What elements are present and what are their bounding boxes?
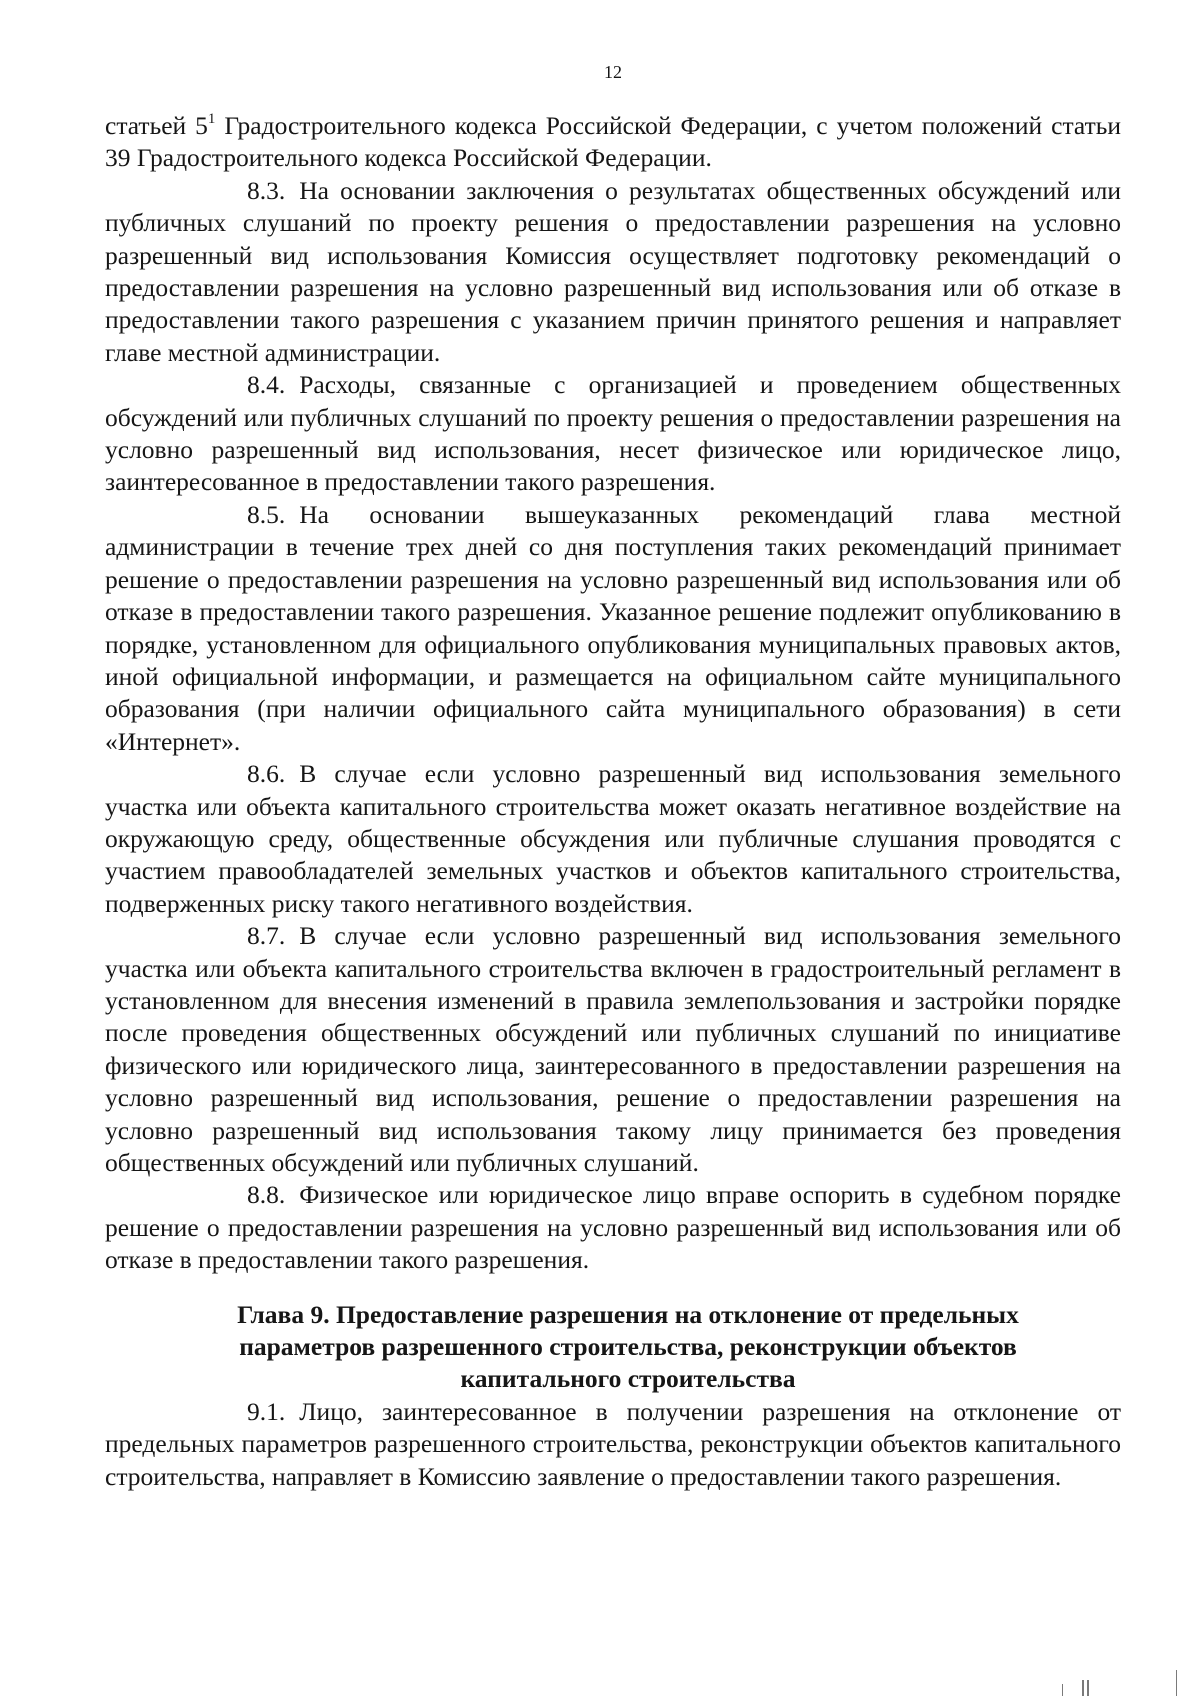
paragraph-number: 8.5. (247, 499, 286, 529)
scan-mark (1062, 1684, 1063, 1696)
paragraph-8-4 (105, 369, 1121, 499)
paragraph-8-5 (105, 499, 1121, 758)
chapter-heading: Глава 9. Предоставление разрешения на отклонение от предельных параметров разрешенного строительства, реконструкции объектов капитального строительства (237, 1299, 1019, 1394)
paragraph-number: 8.7. (247, 921, 286, 951)
paragraph-text: Расходы, связанные с организацией и проведением общественных обсуждений или публичных слушаний по проекту решения о предоставлении разрешения на условно разрешенный вид использования, несет физическое или юридическое лицо, заинтересованное в предоставлении такого разрешения. (105, 370, 1121, 497)
paragraph-text: На основании заключения о результатах общественных обсуждений или публичных слушаний по проекту решения о предоставлении разрешения на условно разрешенный вид использования Комиссия осуществляет подготовку рекомендаций о предоставлении разрешения на условно разрешенный вид использования или об отказе в предоставлении такого разрешения с указанием причин принятого решения и направляет главе местной администрации. (105, 175, 1121, 367)
scan-mark (1176, 1670, 1177, 1696)
footnote-superscript: 1 (207, 110, 216, 127)
paragraph-number: 8.4. (247, 370, 286, 400)
paragraph-text: На основании вышеуказанных рекомендаций глава местной администрации в течение трех дней со дня поступления таких рекомендаций принимает решение о предоставлении разрешения на условно разрешенный вид использования или об отказе в предоставлении такого разрешения. Указанное решение подлежит опубликованию в порядке, установленном для официального опубликования муниципальных правовых актов, иной официальной информации, и размещается на официальном сайте муниципального образования (при наличии официального сайта муниципального образования) в сети «Интернет». (105, 499, 1121, 756)
paragraph-8-8 (105, 1179, 1121, 1276)
scan-mark (1082, 1680, 1084, 1696)
paragraph-8-7 (105, 920, 1121, 1179)
intro-paragraph (105, 110, 1121, 175)
document-body (105, 110, 1121, 1493)
paragraph-8-3 (105, 175, 1121, 369)
paragraph-8-6 (105, 758, 1121, 920)
paragraph-text: В случае если условно разрешенный вид использования земельного участка или объекта капитального строительства включен в градостроительный регламент в установленном для внесения изменений в правила землепользования и застройки порядке после проведения общественных обсуждений или публичных слушаний по инициативе физического или юридического лица, заинтересованного в предоставлении разрешения на условно разрешенный вид использования, решение о предоставлении разрешения на условно разрешенный вид использования такому лицу принимается без проведения общественных обсуждений или публичных слушаний. (105, 921, 1121, 1177)
intro-text-end: Градостроительного кодекса Российской Федерации, с учетом положений статьи 39 Градостроительного кодекса Российской Федерации. (105, 111, 1121, 173)
paragraph-9-1 (105, 1396, 1121, 1493)
page-number: 12 (604, 62, 622, 82)
paragraph-number: 9.1. (247, 1396, 286, 1426)
paragraph-text: Лицо, заинтересованное в получении разрешения на отклонение от предельных параметров разрешенного строительства, реконструкции объектов капитального строительства, направляет в Комиссию заявление о предоставлении такого разрешения. (105, 1396, 1121, 1491)
scan-mark (1087, 1680, 1089, 1696)
paragraph-number: 8.3. (247, 175, 286, 205)
paragraph-text: В случае если условно разрешенный вид использования земельного участка или объекта капитального строительства может оказать негативное воздействие на окружающую среду, общественные обсуждения или публичные слушания проводятся с участием правообладателей земельных участков и объектов капитального строительства, подверженных риску такого негативного воздействия. (105, 759, 1121, 918)
intro-text-start: статьей 5 (105, 111, 208, 140)
paragraph-text: Физическое или юридическое лицо вправе оспорить в судебном порядке решение о предоставлении разрешения на условно разрешенный вид использования или об отказе в предоставлении такого разрешения. (105, 1180, 1121, 1275)
paragraph-number: 8.8. (247, 1180, 286, 1210)
paragraph-number: 8.6. (247, 759, 286, 789)
